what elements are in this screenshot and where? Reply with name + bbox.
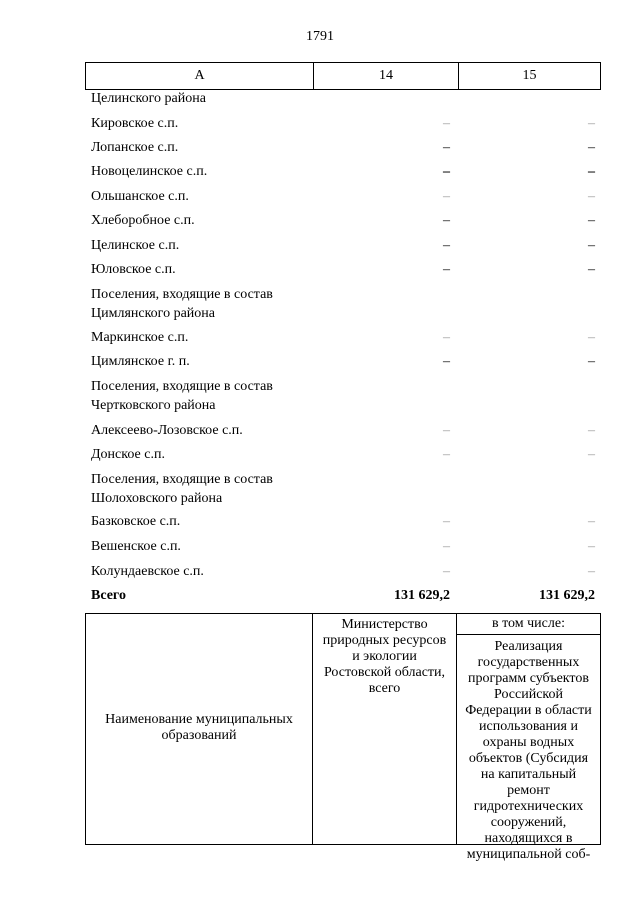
row-name: Кировское с.п. (91, 116, 179, 131)
row-value-15: – (588, 330, 595, 345)
row-name: Колундаевское с.п. (91, 564, 204, 579)
total-value-14: 131 629,2 (394, 588, 450, 603)
row-name: Юловское с.п. (91, 262, 176, 277)
bottom-col-name-text: Наименование муниципальных образований (105, 712, 293, 743)
row-value-15: – (588, 564, 595, 579)
row-value-15: – (588, 354, 595, 369)
row-value-14: – (443, 116, 450, 131)
row-value-15: – (588, 164, 595, 179)
total-value-15: 131 629,2 (539, 588, 595, 603)
row-value-15: – (588, 539, 595, 554)
row-name: Новоцелинское с.п. (91, 164, 208, 179)
total-label: Всего (91, 588, 126, 603)
row-value-14: – (443, 354, 450, 369)
row-name: Алексеево-Лозовское с.п. (91, 423, 243, 438)
row-name: Донское с.п. (91, 447, 165, 462)
row-value-15: – (588, 116, 595, 131)
row-value-15: – (588, 140, 595, 155)
header-col-a: А (86, 63, 314, 90)
row-name: Поселения, входящие в состав Чертковского района (91, 379, 273, 413)
row-value-14: – (443, 213, 450, 228)
row-name: Хлеборобное с.п. (91, 213, 195, 228)
column-header-table (85, 62, 601, 90)
row-value-14: – (443, 330, 450, 345)
row-value-14: – (443, 140, 450, 155)
row-name: Поселения, входящие в состав Цимлянского района (91, 287, 273, 321)
row-value-15: – (588, 514, 595, 529)
page-number: 1791 (306, 29, 334, 44)
row-name: Поселения, входящие в состав Шолоховского района (91, 472, 273, 506)
row-name: Маркинское с.п. (91, 330, 189, 345)
row-value-14: – (443, 447, 450, 462)
bottom-col-including-text: в том числе: (492, 616, 565, 631)
row-name: Вешенское с.п. (91, 539, 181, 554)
header-col-15: 15 (459, 63, 601, 90)
row-name: Цимлянское г. п. (91, 354, 190, 369)
row-value-14: – (443, 514, 450, 529)
row-value-14: – (443, 189, 450, 204)
row-value-14: – (443, 564, 450, 579)
row-value-15: – (588, 238, 595, 253)
bottom-col-ministry-text: Министерство природных ресурсов и экологии Ростовской области, всего (322, 617, 447, 696)
row-value-14: – (443, 164, 450, 179)
row-value-14: – (443, 262, 450, 277)
row-name: Базковское с.п. (91, 514, 181, 529)
row-value-14: – (443, 539, 450, 554)
row-value-15: – (588, 213, 595, 228)
row-value-15: – (588, 189, 595, 204)
bottom-col-program-text: Реализация государственных программ субъектов Российской Федерации в области использования и охраны водных объектов (Субсидия на капитальный ремонт гидротехнических сооружений, находящихся в муниципальной соб- (465, 639, 592, 862)
header-col-14: 14 (314, 63, 459, 90)
row-name: Ольшанское с.п. (91, 189, 189, 204)
row-name: Целинского района (91, 91, 206, 106)
row-name: Целинское с.п. (91, 238, 180, 253)
row-value-15: – (588, 447, 595, 462)
row-value-15: – (588, 423, 595, 438)
row-value-14: – (443, 423, 450, 438)
row-value-14: – (443, 238, 450, 253)
row-name: Лопанское с.п. (91, 140, 179, 155)
row-value-15: – (588, 262, 595, 277)
